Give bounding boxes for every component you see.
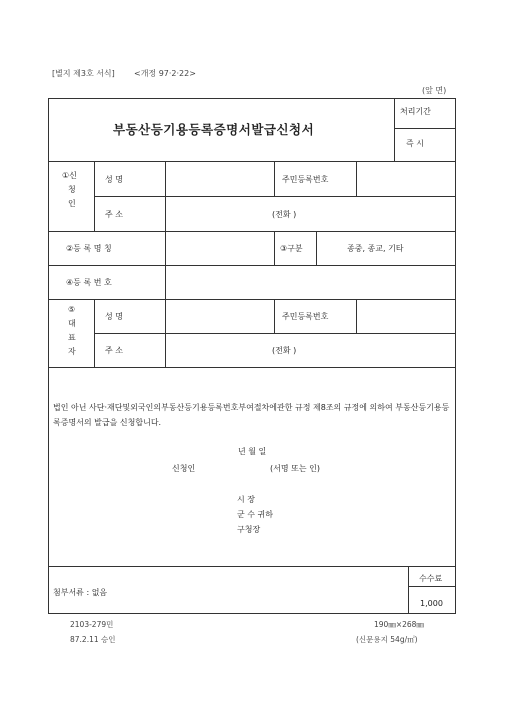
page-side: (앞 면) — [422, 86, 447, 95]
approval-date: 87.2.11 승인 — [70, 635, 116, 644]
representative-section-label-1: ⑤ — [68, 305, 76, 314]
applicant-address-label: 주 소 — [105, 210, 123, 219]
recipient-mayor: 시 장 — [237, 495, 255, 504]
form-number: [별지 제3호 서식] — [52, 69, 115, 78]
registration-number-label: ④등 록 번 호 — [66, 278, 112, 287]
applicant-section-label-2: 청 — [68, 185, 76, 194]
representative-address-label: 주 소 — [105, 346, 123, 355]
processing-period-value: 즉 시 — [406, 139, 424, 148]
applicant-name-label: 성 명 — [105, 175, 123, 184]
category-value: 종중, 종교, 기타 — [347, 244, 404, 253]
fee-label: 수수료 — [419, 574, 443, 583]
applicant-sign-note: (서명 또는 인) — [270, 464, 320, 473]
applicant-section-label-3: 인 — [68, 199, 76, 208]
category-label: ③구분 — [280, 244, 303, 253]
recipient-county: 군 수 귀하 — [237, 510, 273, 519]
applicant-section-label-1: ①신 — [62, 171, 77, 180]
registration-name-label: ②등 록 명 칭 — [66, 244, 112, 253]
representative-phone-label: (전화 ) — [272, 346, 297, 355]
form-title: 부동산등기용등록증명서발급신청서 — [113, 122, 315, 137]
fee-value: 1,000 — [420, 599, 443, 608]
representative-resident-no-label: 주민등록번호 — [282, 312, 329, 321]
representative-section-label-4: 자 — [68, 347, 76, 356]
paper-size: 190㎜×268㎜ — [374, 620, 424, 629]
recipient-district: 구청장 — [237, 525, 261, 534]
representative-name-label: 성 명 — [105, 312, 123, 321]
date-line: 년 월 일 — [238, 447, 267, 456]
applicant-sign-label: 신청인 — [172, 464, 196, 473]
processing-period-label: 처리기간 — [400, 107, 431, 116]
representative-section-label-3: 표 — [68, 333, 76, 342]
applicant-resident-no-label: 주민등록번호 — [282, 175, 329, 184]
revision-note: <개정 97·2·22> — [134, 69, 196, 78]
applicant-phone-label: (전화 ) — [272, 210, 297, 219]
paper-type: (신문용지 54g/㎡) — [356, 635, 418, 644]
attachments-label: 첨부서류 : 없음 — [53, 588, 108, 597]
application-statement: 법인 아닌 사단·재단및외국인의부동산등기용등록번호부여절차에관한 규정 제8조의 규정에 의하여 부동산등기용등록증명서의 발급을 신청합니다. — [53, 403, 450, 427]
form-code: 2103-279민 — [70, 620, 114, 629]
representative-section-label-2: 대 — [68, 319, 76, 328]
